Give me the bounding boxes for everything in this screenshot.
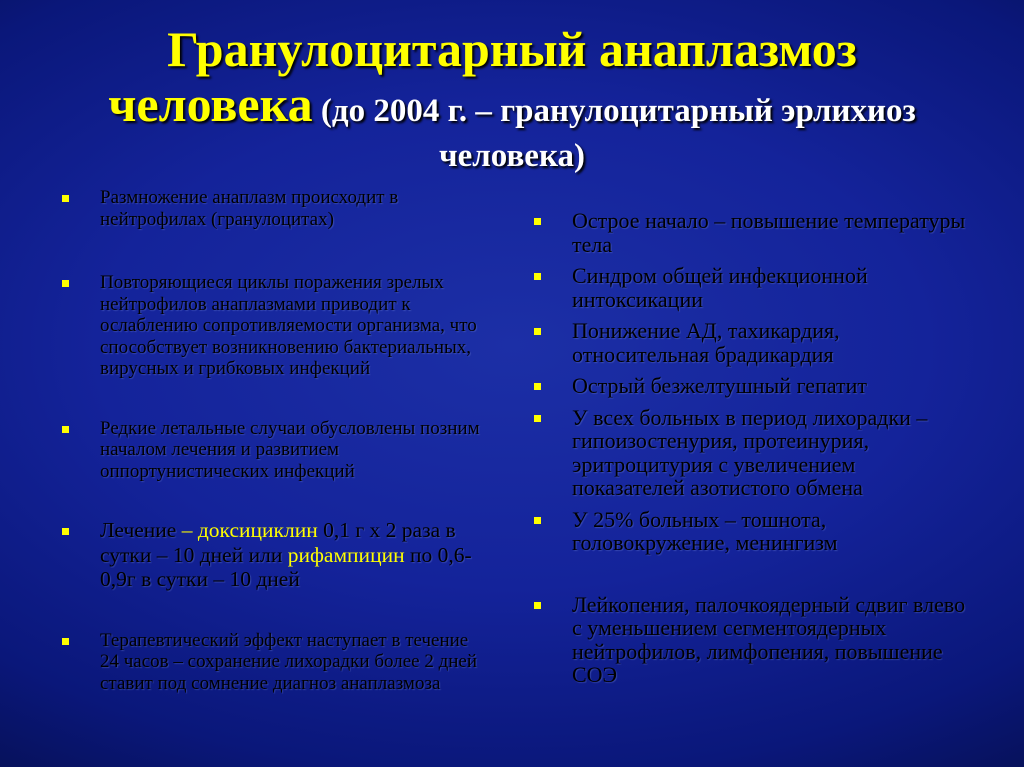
right-bullet-item	[532, 319, 972, 366]
square-bullet-icon	[62, 195, 69, 202]
title-line-3: человека)	[439, 138, 585, 174]
treatment-text-part-3: по 0,6-0,9г в сутки – 10 дней	[100, 542, 472, 591]
square-bullet-icon	[534, 273, 541, 280]
right-bullet-item	[532, 209, 972, 256]
treatment-text-part-1: Лечение	[100, 518, 182, 542]
square-bullet-icon	[534, 517, 541, 524]
square-bullet-icon	[534, 328, 541, 335]
right-bullet-text: Лейкопения, палочкоядерный сдвиг влево с уменьшением сегментоядерных нейтрофилов, лимфопения, повышение СОЭ	[572, 591, 966, 687]
right-bullet-item	[532, 508, 972, 555]
square-bullet-icon	[534, 415, 541, 422]
left-bullet-text: Повторяющиеся циклы поражения зрелых нейтрофилов анаплазмами приводит к ослаблению сопротивляемости организма, что способствует возникновению бактериальных, вирусных и грибковых инфекций	[100, 272, 477, 379]
slide-title	[40, 20, 984, 177]
left-bullet-item	[60, 630, 490, 695]
treatment-text-part-2: 0,1 г х 2 раза в сутки – 10 дней или	[100, 518, 456, 567]
right-bullet-text: Понижение АД, тахикардия, относительная брадикардия	[572, 318, 840, 367]
right-bullet-item	[532, 264, 972, 311]
square-bullet-icon	[62, 280, 69, 287]
right-bullet-text: Острое начало – повышение температуры тела	[572, 208, 966, 257]
square-bullet-icon	[62, 638, 69, 645]
left-bullet-text: Терапевтический эффект наступает в течение 24 часов – сохранение лихорадки более 2 дней ставит под сомнение диагноз анаплазмоза	[100, 629, 478, 694]
left-bullet-list	[60, 187, 490, 694]
square-bullet-icon	[62, 426, 69, 433]
right-bullet-text: Синдром общей инфекционной интоксикации	[572, 263, 868, 312]
left-bullet-item	[60, 272, 490, 380]
drug-rifampicin: рифампицин	[287, 542, 405, 567]
right-bullet-item	[532, 374, 972, 398]
right-bullet-text: У 25% больных – тошнота, головокружение, менингизм	[572, 506, 838, 555]
left-bullet-text: Редкие летальные случаи обусловлены позним началом лечения и развитием оппортунистических инфекций	[100, 417, 480, 482]
square-bullet-icon	[534, 602, 541, 609]
left-bullet-item-treatment	[60, 518, 490, 592]
drug-doxycycline: – доксициклин	[181, 518, 318, 542]
square-bullet-icon	[534, 218, 541, 225]
right-bullet-list	[532, 209, 972, 687]
title-line-2-paren: (до 2004 г. – гранулоцитарный эрлихиоз	[312, 93, 916, 129]
left-bullet-item	[60, 187, 490, 230]
title-line-2	[40, 76, 984, 135]
right-bullet-text: Острый безжелтушный гепатит	[572, 373, 868, 398]
left-bullet-item	[60, 418, 490, 483]
right-bullet-item	[532, 593, 972, 687]
right-bullet-item	[532, 406, 972, 500]
title-line-1: Гранулоцитарный анаплазмоз	[167, 21, 857, 77]
square-bullet-icon	[62, 528, 69, 535]
title-line-2-main: человека	[108, 76, 313, 132]
left-bullet-text: Размножение анаплазм происходит в нейтрофилах (гранулоцитах)	[100, 187, 399, 230]
square-bullet-icon	[534, 383, 541, 390]
right-bullet-text: У всех больных в период лихорадки – гипоизостенурия, протеинурия, эритроцитурия с увеличением показателей азотистого обмена	[572, 404, 928, 500]
